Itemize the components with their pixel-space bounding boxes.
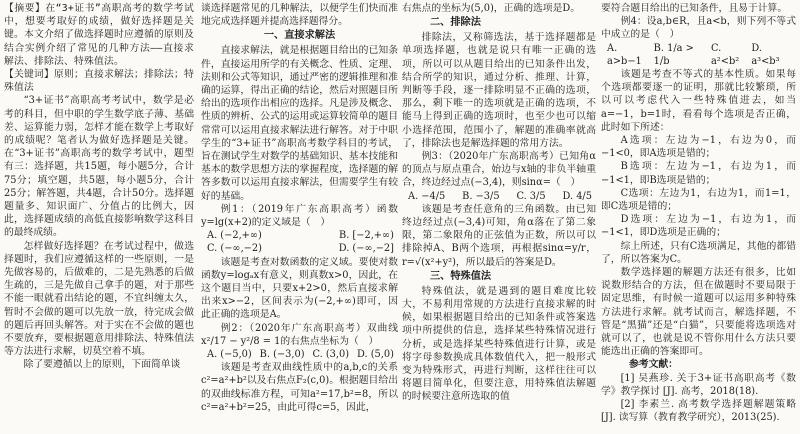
- option: A. a>b−1: [607, 42, 642, 67]
- example-2-conclusion: 右焦点的坐标为(5,0)，正确的选项是D。: [402, 3, 581, 14]
- option: A. (−5,0): [207, 349, 252, 361]
- intro-paragraph: “3+证书”高职高考考试中，数学是必考的科目，但中职的学生数学底子薄、基础差、运算能力弱，怎样才能在数学上考取好的成绩呢？笔者认为做好选择题是关键。在“3+证书”高职高考的数学考试中，题型有三：选择题，共15题，每小题5分，合计75分；填空题，共5题，每小题5分，合计25分；解答题，共4题，合计50分。选择题题量多、知识面广、分值占的比例大，因此，选择题成绩的高低直接影响数学这科目的最终成绩。: [4, 95, 194, 239]
- option-b-check: B选项：左边为−1，右边为1，而−1<1，即B选项是错的；: [601, 161, 796, 186]
- special-value-paragraph: 特殊值法，就是遇到的题目难度比较大，不易利用常规的方法进行直接求解的时候，如果根据题目给出的已知条件或答案选项中所提供的信息，选择某些特殊情况进行分析，或是选择某些特殊值进行计算，或是将字母参数换成具体数值代入，把一般形式变为特殊形式，再进行判断，这样往往可以将题目简单化，但要注意，用特殊值法解题的时候要注意所选取的值: [402, 285, 596, 403]
- option-a-check: A选项：左边为−1，右边为0，而−1<0，即A选项是错的；: [601, 135, 796, 160]
- option: C. (3,0): [312, 349, 350, 361]
- example-2: 例2：（2020年广东高职高考）双曲线x²/17 − y²/8 = 1的右焦点坐标为（ ）: [201, 322, 398, 347]
- example-1-options: [201, 242, 398, 255]
- example-4-conclusion: 综上所述，只有C选项满足，其他的都错了，所以答案为C。: [601, 240, 796, 265]
- example-2-solution: 该题是考查双曲线性质中的a,b,c的关系c²=a²+b²以及右焦点F₂(c,0)。根据题目给出的双曲线标准方程，可知a²=17,b²=8，所以c²=a²+b²=25，由此可得c=5，因此，: [201, 362, 398, 413]
- transition-paragraph: 除了要遵循以上的原则，下面简单谈: [23, 359, 181, 371]
- references-heading: 参考文献：: [629, 359, 678, 371]
- methods-intro: 谈选择题常见的几种解法，以便学生们快而准地完成选择题并提高选择题得分。: [201, 3, 398, 28]
- option: B. [−2,+∞): [339, 230, 394, 242]
- exclusion-method-paragraph: 排除法，又称筛选法，基于选择题都是单项选择题，也就是说只有唯一正确的选项，所以可以从题目给出的已知条件出发，结合所学的知识，通过分析、推理、计算，判断等手段，逐一排除明显不正确的选项，那么，剩下唯一的选项就是正确的选项，不能马上得到正确的选项时，也至少也可以缩小选择范围，范围小了，解题的准确率就高了，排除法也是解选择题的常用方法。: [402, 32, 596, 149]
- example-1-options: [201, 229, 398, 242]
- abstract: 【摘要】在“3+证书”高职高考的数学考试中，想要考取好的成绩，做好选择题是关键。本文介绍了做选择题时应遵循的原则及结合实例介绍了常见的几种方法——直接求解法、排除法、特殊值法。: [4, 3, 194, 67]
- example-2-options: [201, 348, 398, 361]
- section-heading-exclusion: 二、排除法: [430, 17, 481, 29]
- principles-paragraph: 怎样做好选择题？在考试过程中，做选择题时，我们应遵循这样的一些原则，一是先做容易的，后做难的，二是先熟悉的后做生疏的，三是先做自己拿手的题，对于那些不能一眼就看出结论的题，不宜纠缠太久，暂时不会做的题可以先放一放，待完成会做的题后再回头解答。对于实在不会做的题也不要放弃，要根据题意用排除法、特殊值法等方法进行求解，切莫空着不填。: [4, 240, 194, 358]
- keywords: 【关键词】原则；直接求解法；排除法；特殊值法: [4, 69, 194, 94]
- section-heading-direct: 一、直接求解法: [263, 30, 336, 42]
- option: A. −4/5: [408, 190, 446, 202]
- option: C. 3/5: [516, 190, 546, 202]
- option: D. (5,0): [357, 349, 394, 361]
- special-value-continuation: 要符合题目给出的已知条件，且易于计算。: [601, 3, 788, 14]
- option: D. (−∞,−2]: [338, 243, 394, 255]
- direct-method-paragraph: 直接求解法，就是根据题目给出的已知条件，直接运用所学的有关概念、性质、定理、法则和公式等知识，通过严密的逻辑推理和准确的运算，得出正确的结论，然后对照题目所给出的选项作出相应的选择。凡是涉及概念、性质的辨析、公式的运用或运算较简单的题目常常可以运用直接求解法进行解答。对于中职学生的“3+证书”高职高考数学科目的考试，旨在测试学生对数学的基础知识、基本技能和基本的数学思想方法的掌握程度，选择题的解答多数可以运用直接求解法，但需要学生有较好的基础。: [201, 45, 398, 202]
- column-1: [4, 2, 194, 434]
- example-4-solution: 该题是考查不等式的基本性质。如果每个选项都要逐一的证明，那就比较繁琐，所以可以考虑代入一些特殊值进去，如当a=−1，b=1时，看看每个选项是否正确，此时如下所述：: [601, 69, 796, 133]
- column-3: [402, 2, 596, 434]
- option-c-check: C选项：左边为1，右边为1，而1=1，即C选项是错的；: [601, 187, 796, 213]
- option: B. −3/5: [462, 190, 500, 202]
- section-heading-special-value: 三、特殊值法: [430, 270, 492, 282]
- example-3: 例3：（2020年广东高职高考）已知角α的顶点与原点重合，始边与x轴的非负半轴重合，终边经过点(−3,4)，则sinα=（ ）: [402, 151, 596, 189]
- option: A. (−2,+∞): [207, 230, 262, 242]
- example-1: 例1：（2019年广东高职高考）函数y=lg(x+2)的定义域是（ ）: [201, 203, 398, 229]
- reference-item: [2] 李素兰. 高考数学选择题解题策略 [J]. 读写算（教育教学研究），2013(25).: [601, 399, 796, 424]
- example-3-options: [402, 190, 596, 203]
- example-4-options: [601, 42, 796, 68]
- option: C. (−∞,−2): [207, 243, 262, 255]
- example-4: 例4：设a,b∈R，且a<b，则下列不等式中成立的是（ ）: [601, 16, 796, 41]
- option-d-check: D选项：左边为−1，右边为1，而−1<1，即D选项是正确的；: [601, 214, 796, 239]
- column-2: [201, 2, 398, 434]
- reference-item: [1] 吴燕珍. 关于3+证书高职高考《数学》教学探讨 [J]. 高考，2018(18).: [601, 372, 796, 397]
- option: B. 1/a > 1/b: [653, 42, 694, 67]
- example-1-solution: 该题是考查对数函数的定义域。要使对数函数y=logₐx有意义，则真数x>0，因此，在这个题目当中，只要x+2>0，然后直接求解出来x>−2，区间表示为(−2,+∞)即可，因此正确的选项是A。: [201, 256, 398, 321]
- closing-paragraph: 数学选择题的解题方法还有很多，比如说数形结合的方法，但在做题时不要局限于固定思维，有时候一道题可以运用多种特殊方法进行求解。就考试而言，解选择题，不管是“黑猫”还是“白猫”，只要能将选项选对就可以了，也就是说不管你用什么方法只要能选出正确的答案即可。: [601, 267, 796, 358]
- option: D. 4/5: [562, 190, 592, 202]
- example-3-solution: 该题是考查任意角的三角函数。由已知终边经过点(−3,4)可知，角α落在了第二象限，第二象限角的正弦值为正数，所以可以排除掉A、B两个选项，再根据sinα=y/r，r=√(x²+y²)，所以最后的答案是D。: [402, 203, 596, 268]
- option: D. a³<b³: [751, 42, 780, 67]
- column-4: [601, 2, 796, 434]
- option: C. a²<b²: [710, 42, 740, 67]
- option: B. (−3,0): [259, 349, 305, 361]
